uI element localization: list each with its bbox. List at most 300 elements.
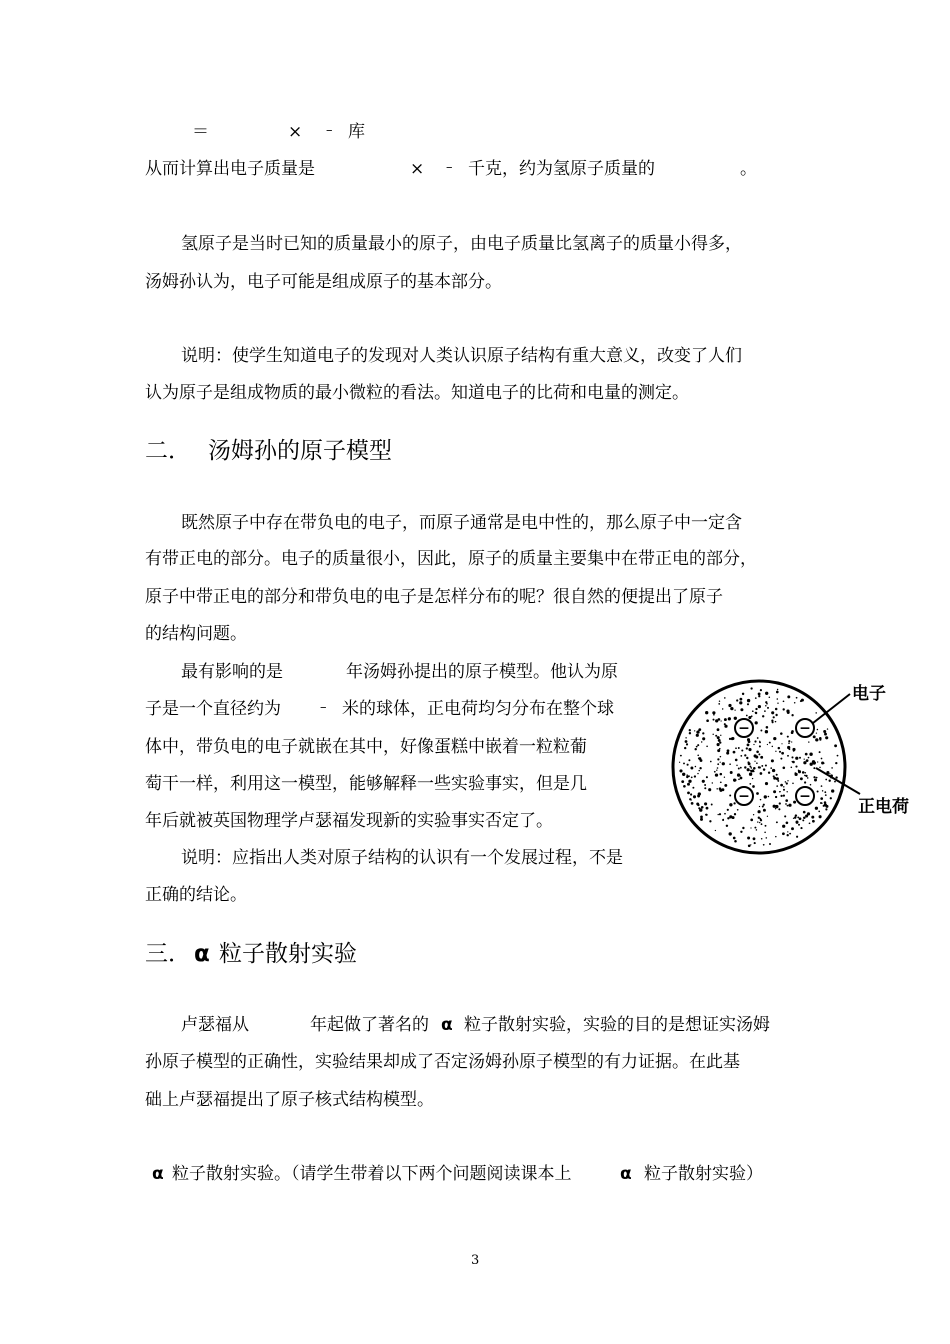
charge-dot [756,762,758,764]
charge-dot [758,766,760,768]
charge-dot [688,759,690,761]
charge-dot [746,757,748,759]
charge-dot [835,776,837,778]
charge-dot [805,772,807,774]
charge-dot [720,735,721,736]
electron-3 [735,787,753,805]
charge-dot [688,775,690,777]
hydrogen-para-line-1: 氢原子是当时已知的质量最小的原子，由电子质量比氢离子的质量小得多， [181,234,742,254]
charge-dot [824,791,826,793]
charge-dot [769,742,771,744]
charge-dot [795,766,797,768]
charge-dot [759,745,761,747]
svg-text:−: − [738,788,750,805]
charge-dot [800,700,802,702]
charge-dot [760,730,762,732]
charge-dot [702,737,705,740]
charge-dot [815,807,818,810]
charge-dot [756,751,759,754]
charge-dot [775,708,778,711]
charge-dot [738,778,740,780]
charge-dot [786,709,789,712]
charge-dot [775,721,777,723]
positive-para-line-1: 既然原子中存在带负电的电子，而原子通常是电中性的，那么原子中一定含 [181,513,742,533]
charge-dot [706,719,709,722]
charge-dot [714,771,716,773]
charge-dot [756,792,759,795]
charge-dot [701,741,702,742]
charge-dot [819,767,821,769]
charge-dot [712,734,713,735]
charge-dot [829,773,830,774]
charge-dot [763,809,766,812]
charge-dot [719,748,721,750]
charge-dot [787,834,789,836]
charge-dot [766,837,768,839]
charge-dot [700,759,703,762]
charge-dot [760,689,762,691]
charge-dot [761,823,763,825]
charge-dot [729,738,731,740]
positive-para-line-2: 有带正电的部分。电子的质量很小，因此，原子的质量主要集中在带正电的部分， [145,549,757,569]
charge-dot [766,727,767,728]
charge-dot [759,806,760,807]
charge-dot [788,748,790,750]
charge-dot [762,805,764,807]
charge-dot [837,755,839,757]
rutherford-para-line-3: 础上卢瑟福提出了原子核式结构模型。 [145,1090,434,1110]
charge-dot [718,739,721,742]
electron-2 [796,719,814,737]
charge-dot [773,805,776,808]
charge-dot [792,783,794,785]
charge-dot [797,817,799,819]
charge-dot [694,775,696,777]
charge-dot [727,817,729,819]
charge-dot [722,708,723,709]
charge-dot [765,764,767,766]
model-para-line-2b: 米的球体，正电荷均匀分布在整个球 [342,699,614,719]
charge-dot [755,721,758,724]
charge-dot [776,777,779,780]
charge-dot [807,777,809,779]
charge-dot [749,783,751,785]
charge-dot [734,780,736,782]
charge-dot [753,767,756,770]
charge-dot [781,743,782,744]
charge-dot [789,833,791,835]
charge-dot [715,735,717,737]
charge-dot [787,736,789,738]
charge-dot [690,793,692,795]
charge-dot [697,754,699,756]
charge-dot [735,759,738,762]
charge-dot [791,741,792,742]
charge-dot [727,809,729,811]
charge-dot [805,753,808,756]
charge-dot [781,752,784,755]
charge-dot [733,837,736,840]
charge-dot [811,816,814,819]
note-2-line-1: 说明：应指出人类对原子结构的认识有一个发展过程，不是 [181,848,623,868]
charge-dot [796,697,798,699]
charge-dot [717,767,719,769]
charge-dot [717,736,720,739]
charge-dot [750,827,751,828]
charge-dot [788,742,790,744]
charge-dot [697,773,698,774]
charge-dot [831,789,834,792]
charge-dot [813,776,815,778]
rutherford-para-line-1c: 粒子散射实验，实验的目的是想证实汤姆 [464,1015,770,1035]
charge-dot [691,802,694,805]
charge-dot [830,797,832,799]
charge-dot [795,773,798,776]
charge-dot [734,709,735,710]
charge-dot [799,817,802,820]
charge-dot [780,732,783,735]
charge-dot [698,758,699,759]
charge-dot [717,728,720,731]
charge-dot [835,762,837,764]
charge-dot [794,702,796,704]
rutherford-para-alpha: α [441,1015,453,1035]
charge-dot [792,761,795,764]
alpha-exp-text-2: 粒子散射实验） [644,1164,763,1184]
charge-dot [747,837,750,840]
charge-dot [771,711,774,714]
charge-dot [780,758,782,760]
charge-dot [740,708,743,711]
charge-dot [706,807,709,810]
charge-dot [815,712,817,714]
charge-dot [742,827,744,829]
charge-dot [818,811,820,813]
model-para-line-2a: 子是一个直径约为 [145,699,281,719]
charge-dot [697,795,700,798]
charge-dot [721,773,722,774]
charge-dot [724,723,726,725]
charge-dot [736,699,738,701]
section-3-alpha: α [194,941,210,967]
charge-dot [758,695,760,697]
charge-dot [709,820,711,822]
charge-dot [770,767,772,769]
charge-dot [782,825,785,828]
section-3-title: 粒子散射实验 [219,941,357,967]
charge-dot [757,810,760,813]
charge-dot [702,780,705,783]
equals-sign: ＝ [192,122,209,142]
charge-dot [713,719,715,721]
charge-dot [716,770,717,771]
charge-dot [753,744,754,745]
charge-dot [747,743,750,746]
charge-dot [729,815,732,818]
svg-text:−: − [799,720,811,737]
charge-dot [814,779,817,782]
alpha-exp-alpha-2: α [620,1164,632,1184]
charge-dot [787,755,789,757]
section-2-number: 二． [145,438,191,464]
charge-dot [747,768,750,771]
charge-dot [825,808,827,810]
charge-dot [763,768,765,770]
charge-dot [706,746,708,748]
charge-dot [757,821,758,822]
charge-dot [692,787,694,789]
charge-dot [710,761,712,763]
charge-dot [764,832,766,834]
charge-dot [791,714,793,716]
rutherford-para-line-2: 孙原子模型的正确性，实验结果却成了否定汤姆孙原子模型的有力证据。在此基 [145,1052,740,1072]
charge-dot [767,744,768,745]
charge-dot [752,778,753,779]
note-2-line-2: 正确的结论。 [145,885,247,905]
charge-dot [755,756,758,759]
charge-dot [720,720,721,721]
charge-dot [773,716,775,718]
charge-dot [719,787,722,790]
charge-dot [705,711,708,714]
charge-dot [718,703,720,705]
charge-dot [740,767,742,769]
charge-dot [695,748,697,750]
charge-dot [785,803,787,805]
charge-dot [754,842,756,844]
charge-dot [706,776,708,778]
charge-dot [727,752,728,753]
charge-dot [729,763,731,765]
svg-text:−: − [738,720,750,737]
charge-dot [817,761,818,762]
charge-dot [773,737,776,740]
charge-dot [747,703,749,705]
charge-dot [827,728,828,729]
charge-dot [825,794,827,796]
charge-dot [761,765,763,767]
charge-dot [697,804,699,806]
charge-dot [783,795,785,797]
rutherford-para-line-1a: 卢瑟福从 [181,1015,249,1035]
charge-dot [683,762,685,764]
charge-dot [792,828,793,829]
model-para-line-1b: 年汤姆孙提出的原子模型。他认为原 [346,662,618,682]
charge-dot [704,802,707,805]
charge-dot [730,707,733,710]
charge-dot [735,747,737,749]
charge-dot [802,771,805,774]
charge-dot [813,735,816,738]
charge-dot [686,743,688,745]
model-para-line-4: 萄干一样，利用这一模型，能够解释一些实验事实，但是几 [145,774,587,794]
charge-dot [767,707,769,709]
charge-dot [759,818,761,820]
charge-dot [734,717,737,720]
charge-dot [812,820,815,823]
charge-dot [717,763,719,765]
charge-dot [689,732,691,734]
charge-dot [819,751,821,753]
charge-dot [821,785,823,787]
electron-mass-end: 。 [740,159,757,179]
charge-dot [824,801,827,804]
charge-dot [785,781,787,783]
charge-dot [763,844,765,846]
charge-dot [825,779,827,781]
charge-dot [778,808,780,810]
charge-dot [764,710,766,712]
charge-dot [780,795,782,797]
charge-dot [817,729,819,731]
charge-dot [753,814,754,815]
charge-dot [777,698,779,700]
charge-dot [744,766,746,768]
model-para-dash: – [320,700,327,715]
charge-dot [733,751,736,754]
charge-dot [705,814,707,816]
charge-dot [794,816,796,818]
charge-dot [722,819,724,821]
charge-dot [696,734,699,737]
charge-dot [776,774,778,776]
charge-dot [690,767,693,770]
charge-dot [775,808,776,809]
charge-dot [806,759,809,762]
charge-dot [777,702,778,703]
charge-dot [753,771,755,773]
rutherford-para-line-1b: 年起做了著名的 [310,1015,429,1035]
charge-dot [736,765,737,766]
charge-dot [733,802,735,804]
charge-dot [786,782,788,784]
charge-dot [815,738,818,741]
charge-dot [734,840,737,843]
charge-dot [691,799,692,800]
charge-dot [753,837,756,840]
charge-dot [713,714,715,716]
charge-dot [809,753,812,756]
charge-dot [820,802,822,804]
charge-dot [755,708,757,710]
charge-dot [834,781,836,783]
page-number: 3 [471,1253,480,1268]
charge-dot [765,701,767,703]
charge-dot [748,748,751,751]
charge-dot [802,819,804,821]
positive-charge-label: 正电荷 [858,797,909,817]
charge-dot [741,749,743,751]
charge-dot [724,813,726,815]
charge-dot [807,812,810,815]
charge-dot [751,715,753,717]
charge-dot [786,821,789,824]
charge-dot [711,804,713,806]
charge-dot [762,715,764,717]
charge-dot [695,766,697,768]
charge-dot [768,772,770,774]
charge-dot [783,786,784,787]
charge-dot [740,755,742,757]
charge-dot [776,821,778,823]
charge-dot [679,762,680,763]
charge-dot [698,770,699,771]
charge-dot [803,817,806,820]
charge-dot [689,729,691,731]
charge-dot [772,769,775,772]
charge-dot [761,838,763,840]
charge-dot [748,844,751,847]
charge-dot [823,730,826,733]
charge-dot [739,698,742,701]
charge-dot [728,704,731,707]
charge-dot [795,757,798,760]
charge-dot [742,693,744,695]
charge-dot [800,777,803,780]
charge-dot [704,787,706,789]
charge-dot [776,691,779,694]
charge-dot [747,761,749,763]
charge-dot [834,744,837,747]
charge-dot [726,825,728,827]
charge-dot [687,783,690,786]
charge-dot [729,795,731,797]
charge-dot [683,785,686,788]
charge-dot [791,756,793,758]
charge-dot [778,747,780,749]
charge-dot [727,749,730,752]
charge-dot [816,777,818,779]
charge-dot [783,700,785,702]
positive-para-line-3: 原子中带正电的部分和带负电的电子是怎样分布的呢？很自然的便提出了原子 [145,587,723,607]
electron-mass-text: 从而计算出电子质量是 [145,159,315,179]
charge-dot [775,836,777,838]
charge-dot [730,771,733,774]
charge-dot [717,743,720,746]
charge-dot [749,773,752,776]
charge-dot [718,814,719,815]
charge-dot [728,717,731,720]
charge-dot [757,737,759,739]
charge-dot [722,762,725,765]
charge-dot [791,730,794,733]
charge-dot [775,751,776,752]
svg-text:−: − [799,788,811,805]
electron-1 [735,719,753,737]
charge-dot [820,797,823,800]
electron-mass-dash: – [446,160,453,175]
charge-dot [787,780,788,781]
model-para-line-5: 年后就被英国物理学卢瑟福发现新的实验事实否定了。 [145,811,553,831]
plum-pudding-model-figure [664,664,909,870]
charge-dot [775,796,777,798]
charge-dot [805,775,807,777]
charge-dot [760,772,763,775]
note-1-line-2: 认为原子是组成物质的最小微粒的看法。知道电子的比荷和电量的测定。 [145,383,689,403]
positive-para-line-4: 的结构问题。 [145,624,247,644]
charge-dot [754,827,756,829]
charge-dot [724,718,727,721]
charge-dot [764,795,767,798]
charge-dot [720,781,722,783]
charge-dot [756,829,758,831]
charge-dot [687,764,689,766]
charge-dot [784,815,786,817]
model-para-line-3: 体中，带负电的电子就嵌在其中，好像蛋糕中嵌着一粒粒葡 [145,737,587,757]
charge-dot [776,785,778,787]
charge-dot [822,790,823,791]
charge-dot [772,746,774,748]
